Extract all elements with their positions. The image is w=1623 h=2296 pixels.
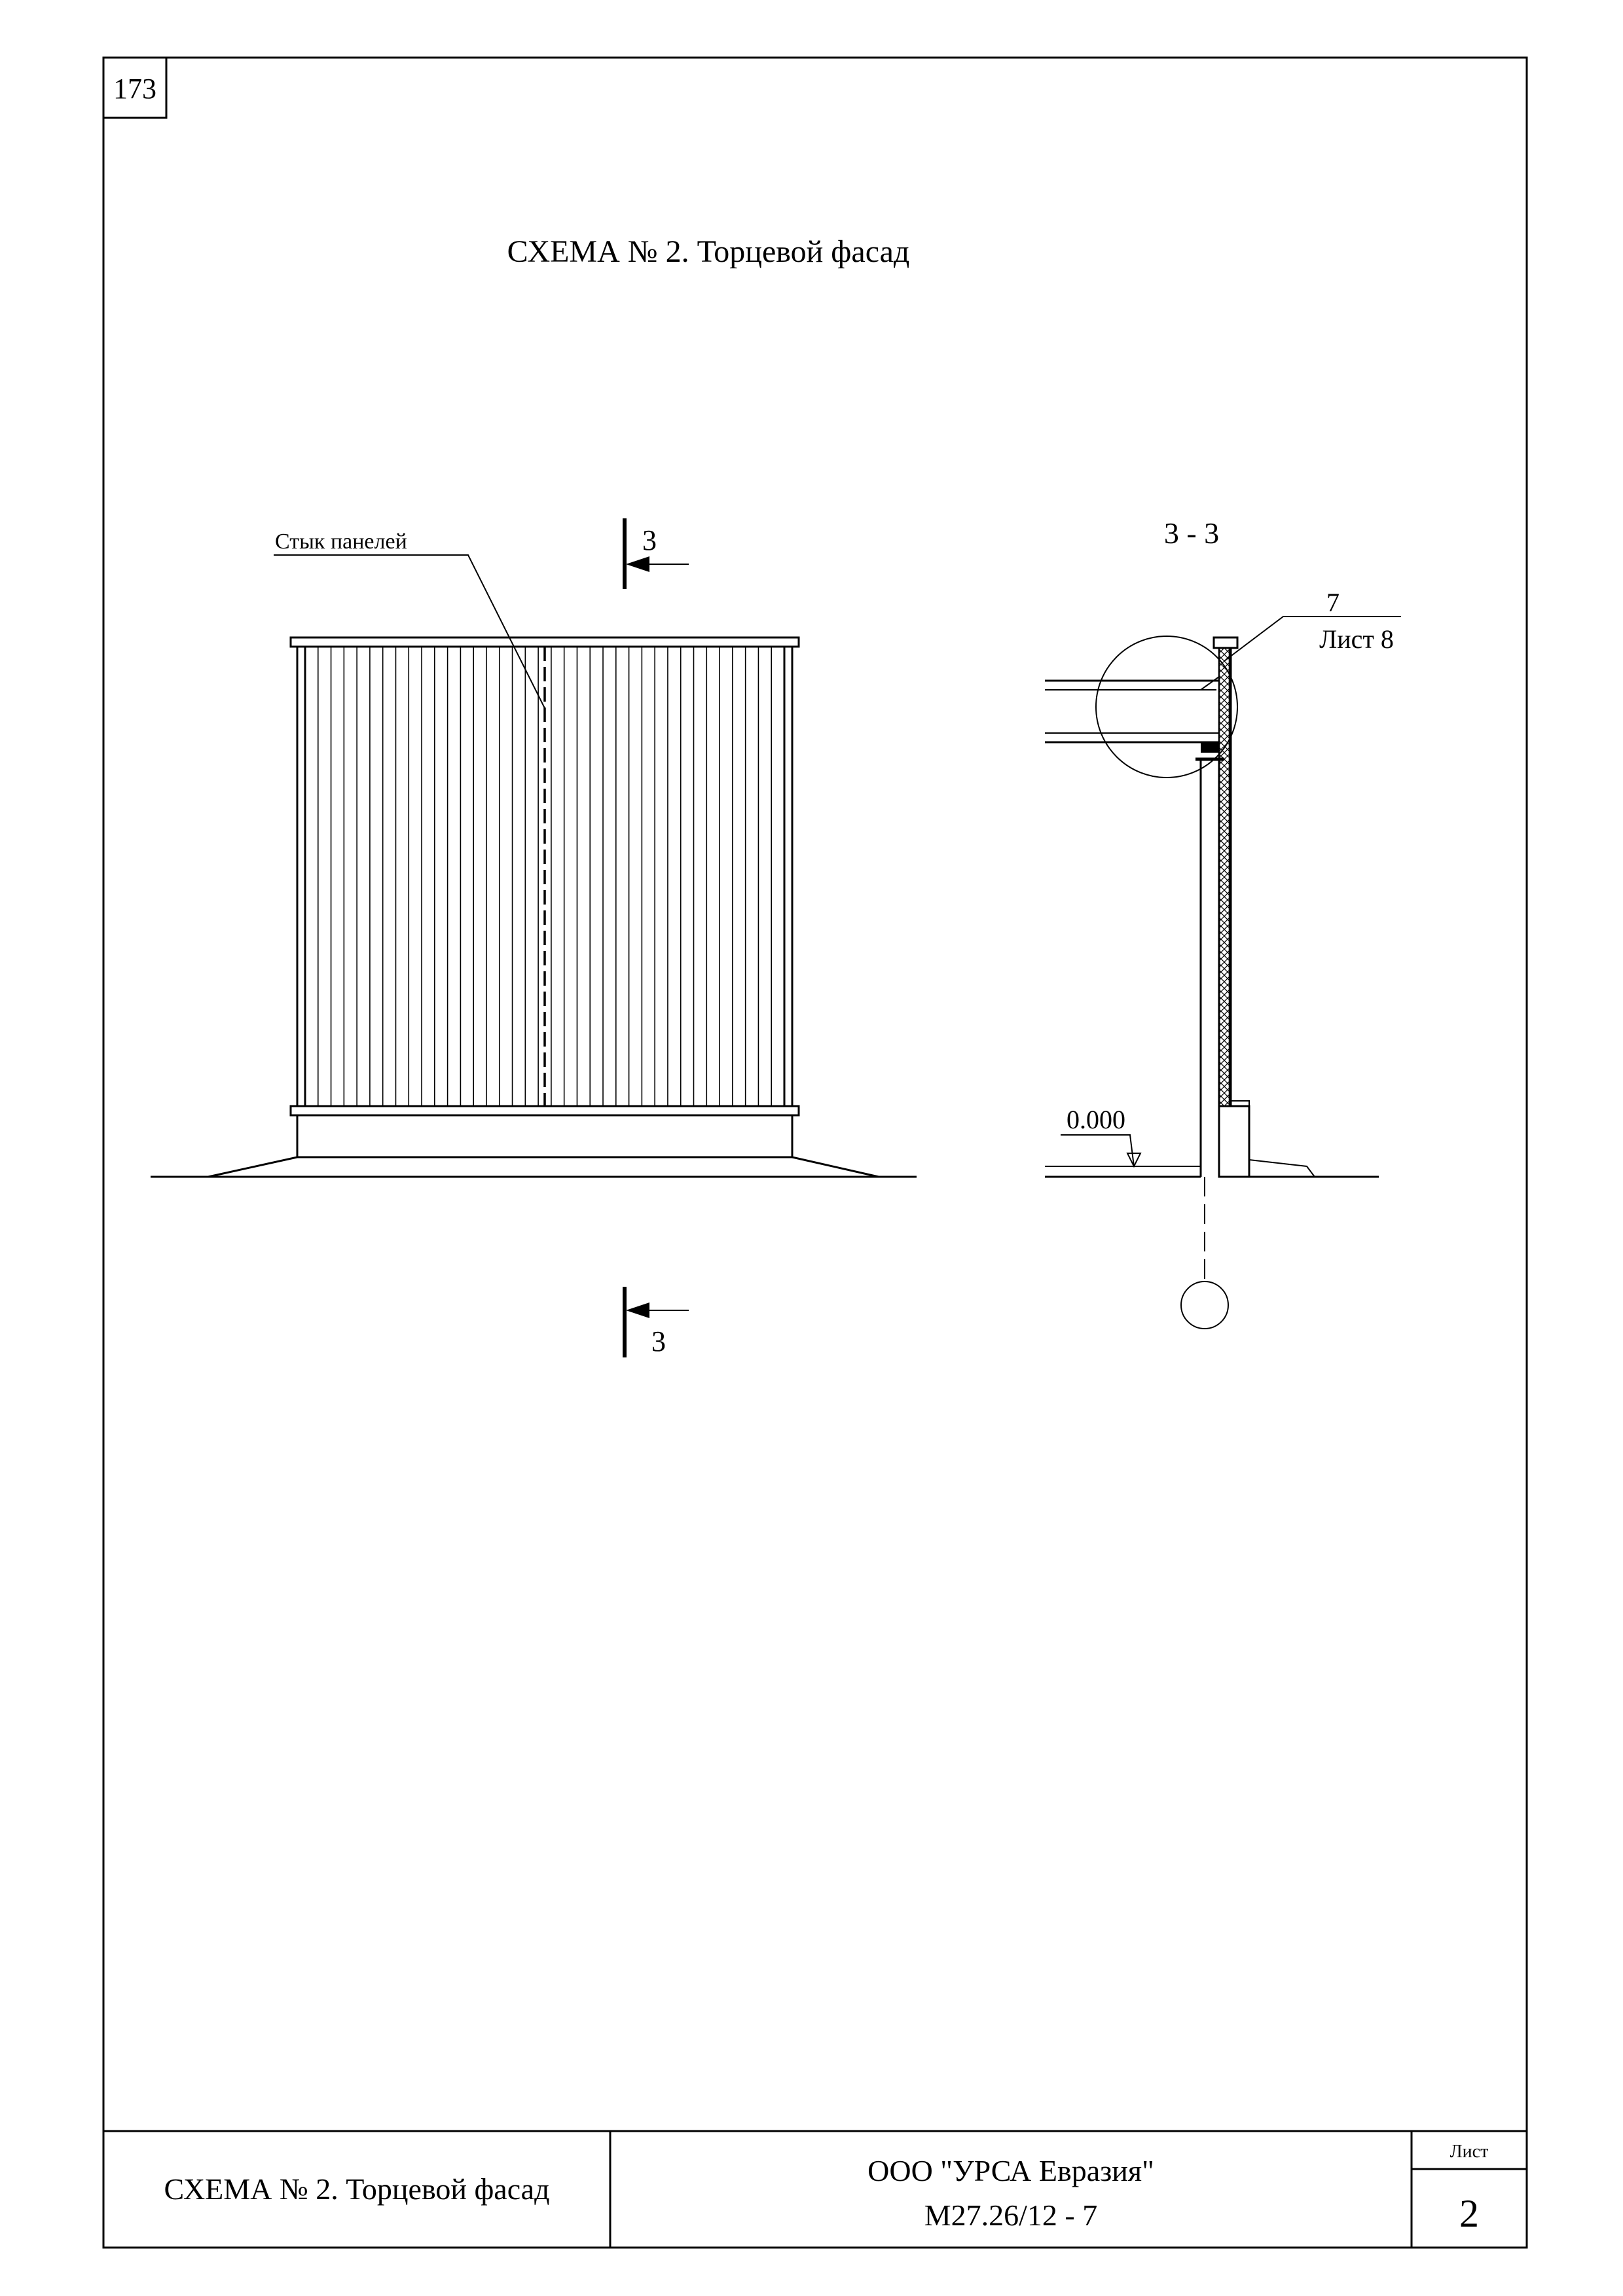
callout-circle — [1096, 636, 1237, 778]
wall-panel-insulation — [1219, 648, 1230, 1106]
title-block-doc-code: М27.26/12 - 7 — [924, 2198, 1098, 2232]
joint-label: Стык панелей — [275, 529, 407, 554]
title-block-name: СХЕМА № 2. Торцевой фасад — [164, 2172, 550, 2206]
sheet-frame — [103, 58, 1527, 2248]
axis-bubble — [1181, 1282, 1228, 1329]
plinth-flashing — [1231, 1101, 1249, 1109]
section-plinth — [1219, 1106, 1249, 1177]
callout-sheet: Лист 8 — [1319, 624, 1394, 654]
section-3-3 — [1045, 516, 1401, 1329]
right-edge — [784, 647, 792, 1106]
elevation-label: 0.000 — [1067, 1105, 1125, 1134]
title-block-company: ООО "УРСА Евразия" — [867, 2154, 1154, 2187]
column-bracket — [1201, 742, 1219, 753]
facade-elevation — [151, 529, 917, 1177]
left-edge — [297, 647, 305, 1106]
elevation-leader — [1061, 1135, 1134, 1166]
section-mark-top — [625, 518, 689, 589]
wall-cap — [1214, 637, 1237, 648]
page-title: СХЕМА № 2. Торцевой фасад — [507, 234, 910, 269]
callout-number: 7 — [1326, 588, 1340, 617]
section-mark-top-label: 3 — [642, 524, 657, 556]
title-block-sheet-number: 2 — [1459, 2192, 1479, 2235]
section-title: 3 - 3 — [1163, 516, 1220, 550]
title-block — [103, 2131, 1527, 2248]
roof-flashing — [1201, 656, 1219, 690]
plinth-slope — [208, 1157, 879, 1177]
plinth — [297, 1115, 792, 1157]
page-number: 173 — [113, 73, 156, 105]
section-mark-bottom-label: 3 — [651, 1325, 666, 1357]
bottom-trim — [291, 1106, 799, 1115]
top-trim — [291, 637, 799, 647]
section-mark-bottom — [625, 1287, 689, 1357]
title-block-sheet-label: Лист — [1450, 2142, 1489, 2162]
section-slope — [1249, 1160, 1315, 1177]
